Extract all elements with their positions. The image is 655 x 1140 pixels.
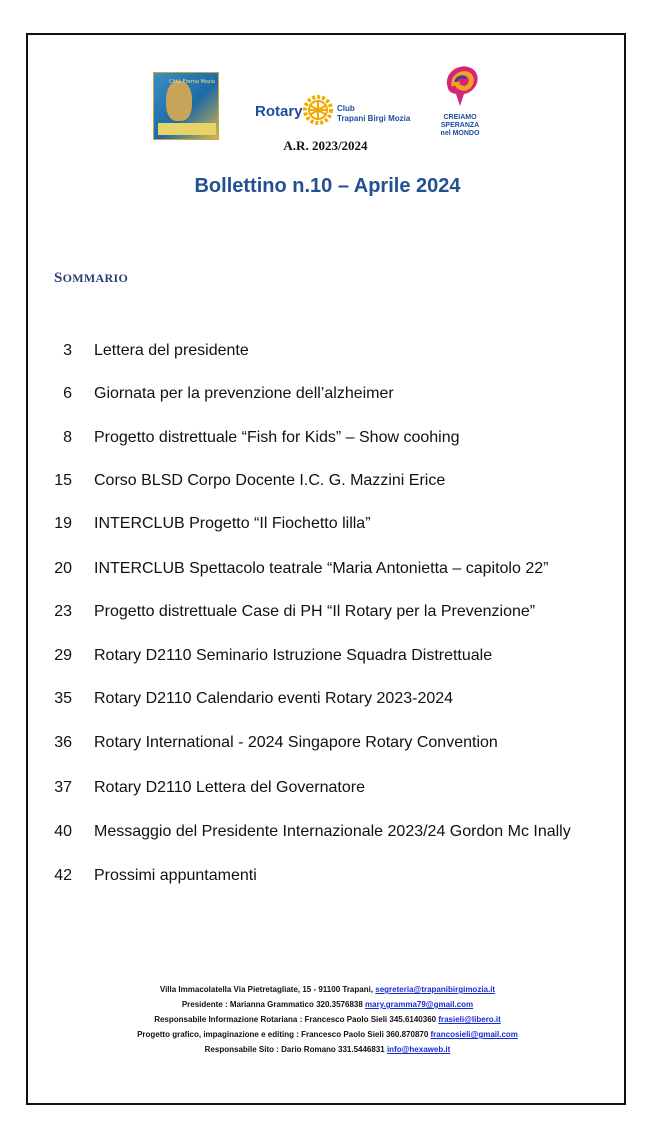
sommario-heading bbox=[54, 270, 128, 287]
toc-page-number: 19 bbox=[54, 515, 72, 532]
toc-title: Giornata per la prevenzione dell’alzheimer bbox=[94, 385, 394, 402]
footer-editing-line bbox=[0, 1027, 655, 1042]
toc-page-number: 35 bbox=[54, 690, 72, 707]
toc-title: Lettera del presidente bbox=[94, 342, 249, 359]
toc-title: Rotary D2110 Calendario eventi Rotary 2023-2024 bbox=[94, 690, 454, 707]
creiamo-speranza-logo bbox=[440, 60, 482, 110]
secretary-email-link[interactable]: segreteria@trapanibirgimozia.it bbox=[375, 985, 496, 994]
rotary-wordmark: Rotary bbox=[255, 103, 303, 120]
footer-president-line bbox=[0, 997, 655, 1012]
footer-site: Responsabile Sito : Dario Romano 331.5446831 bbox=[204, 1045, 387, 1054]
rotary-year bbox=[0, 138, 655, 154]
toc-title: INTERCLUB Progetto “Il Fiochetto lilla” bbox=[94, 515, 371, 532]
info-email-link[interactable]: frasieli@libero.it bbox=[438, 1015, 501, 1024]
toc-title: Prossimi appuntamenti bbox=[94, 867, 257, 884]
footer-address: Villa Immacolatella Via Pietretagliate, 15 - 91100 Trapani, bbox=[159, 985, 376, 994]
club-district-logo bbox=[153, 72, 219, 140]
footer-editing: Progetto grafico, impaginazione e editing : Francesco Paolo Sieli 360.870870 bbox=[137, 1030, 431, 1039]
toc-title: Corso BLSD Corpo Docente I.C. G. Mazzini Erice bbox=[94, 472, 446, 489]
footer-info-line bbox=[0, 1012, 655, 1027]
logo-left-badge bbox=[158, 123, 216, 135]
toc-page-number: 37 bbox=[54, 779, 72, 796]
sommario-rest: OMMARIO bbox=[62, 271, 129, 285]
toc-page-number: 15 bbox=[54, 472, 72, 489]
sommario-first-letter: S bbox=[54, 270, 63, 286]
toc-title: INTERCLUB Spettacolo teatrale “Maria Antonietta – capitolo 22” bbox=[94, 560, 549, 577]
statue-image bbox=[166, 81, 192, 121]
toc-title: Progetto distrettuale “Fish for Kids” – Show coohing bbox=[94, 429, 460, 446]
creiamo-line1: CREIAMO SPERANZA bbox=[440, 114, 480, 129]
footer-president: Presidente : Marianna Grammatico 320.3576838 bbox=[181, 1000, 366, 1009]
contact-footer bbox=[0, 982, 655, 1057]
logo-left-text: Città Eterna Mozia bbox=[169, 79, 215, 85]
creiamo-speranza-text bbox=[424, 114, 496, 138]
site-email-link[interactable]: info@hexaweb.it bbox=[386, 1045, 451, 1054]
president-email-link[interactable]: mary.gramma79@gmail.com bbox=[365, 1000, 474, 1009]
toc-page-number: 20 bbox=[54, 560, 72, 577]
toc-page-number: 36 bbox=[54, 734, 72, 751]
toc-title: Messaggio del Presidente Internazionale 2023/24 Gordon Mc Inally bbox=[94, 823, 571, 840]
editing-email-link[interactable]: francosieli@gmail.com bbox=[430, 1030, 518, 1039]
toc-page-number: 3 bbox=[63, 342, 72, 359]
footer-info: Responsabile Informazione Rotariana : Francesco Paolo Sieli 345.6140360 bbox=[154, 1015, 439, 1024]
toc-page-number: 8 bbox=[63, 429, 72, 446]
toc-title: Progetto distrettuale Case di PH “Il Rotary per la Prevenzione” bbox=[94, 603, 536, 620]
toc-title: Rotary International - 2024 Singapore Rotary Convention bbox=[94, 734, 498, 751]
toc-page-number: 42 bbox=[54, 867, 72, 884]
toc-title: Rotary D2110 Lettera del Governatore bbox=[94, 779, 365, 796]
footer-site-line bbox=[0, 1042, 655, 1057]
toc-title: Rotary D2110 Seminario Istruzione Squadra Distrettuale bbox=[94, 647, 493, 664]
rotary-wheel-icon bbox=[301, 93, 335, 127]
club-name bbox=[337, 104, 410, 124]
toc-page-number: 29 bbox=[54, 647, 72, 664]
toc-page-number: 23 bbox=[54, 603, 72, 620]
toc-page-number: 6 bbox=[63, 385, 72, 402]
club-label: Club bbox=[337, 104, 355, 113]
creiamo-line2: nel MONDO bbox=[440, 130, 480, 137]
bulletin-title: Bollettino n.10 – Aprile 2024 bbox=[194, 175, 461, 197]
toc-page-number: 40 bbox=[54, 823, 72, 840]
footer-address-line bbox=[0, 982, 655, 997]
rotary-year-text: A.R. 2023/2024 bbox=[283, 138, 368, 153]
club-place: Trapani Birgi Mozia bbox=[337, 114, 411, 123]
